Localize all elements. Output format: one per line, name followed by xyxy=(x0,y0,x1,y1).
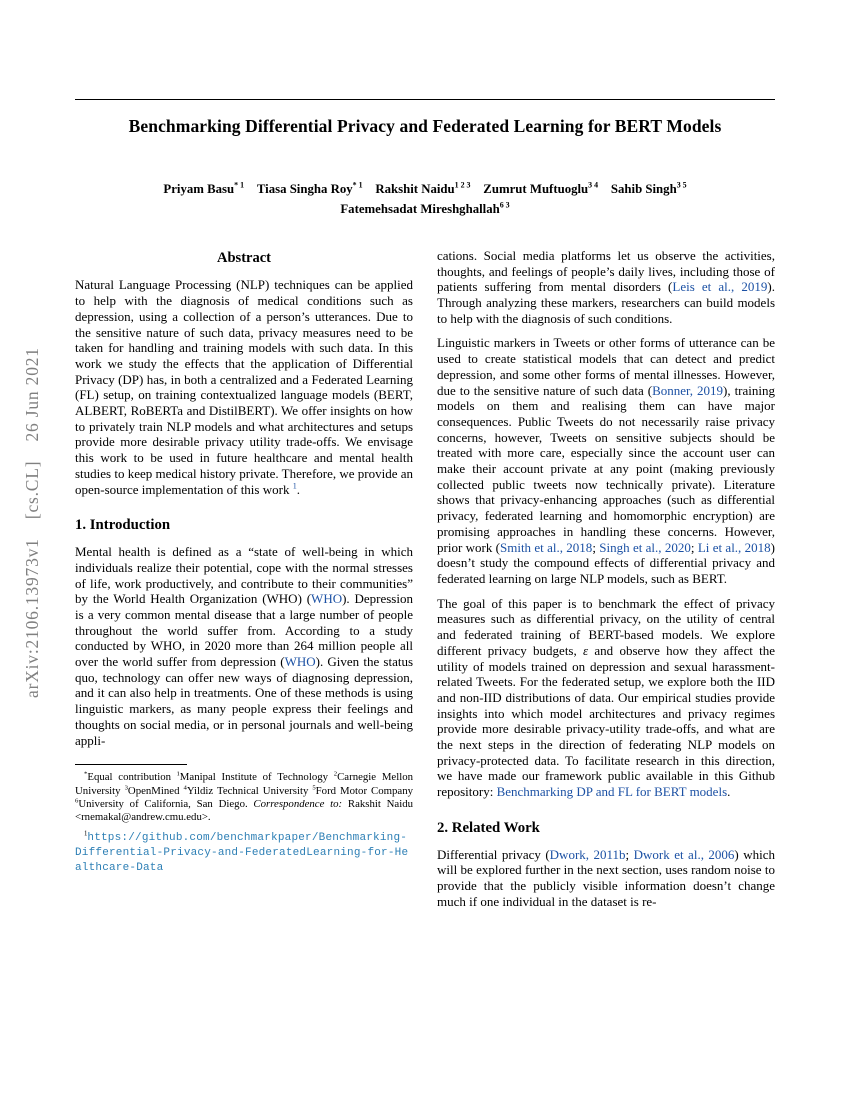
affiliations-footnote xyxy=(75,771,413,825)
authors-line-1 xyxy=(75,179,775,199)
section-heading-related-work: 2. Related Work xyxy=(437,819,540,836)
text-segment xyxy=(598,182,611,196)
related-work-paragraph xyxy=(437,847,775,910)
text-segment: . xyxy=(296,481,300,497)
footnote-ref-1[interactable]: 1 xyxy=(292,481,297,491)
right-column xyxy=(437,246,775,919)
text-segment: ) which will be explored further in the next section, uses random noise to provide that the publicly visible information doesn’t change much if one individual in the dataset is re- xyxy=(437,846,775,909)
text-segment: Differential privacy ( xyxy=(437,846,550,862)
text-segment: Carnegie Mellon University xyxy=(75,771,414,797)
text-segment: * 1 xyxy=(234,180,245,190)
author-block xyxy=(75,179,775,220)
text-segment: Rakshit Naidu <rnemakal@andrew.cmu.edu>. xyxy=(75,798,414,824)
text-segment: ; xyxy=(592,539,600,555)
text-segment: Sahib Singh xyxy=(610,182,677,196)
text-segment: 6 3 xyxy=(499,201,510,211)
footnote-rule xyxy=(75,764,187,765)
text-segment: The goal of this paper is to benchmark the effect of privacy measures such as differential privacy, on the utility of central and federated training of BERT-based models. We explore different privacy budgets, xyxy=(437,595,775,658)
abstract-heading: Abstract xyxy=(217,249,271,266)
text-segment: University of California, San Diego. xyxy=(78,798,254,811)
text-segment: ; xyxy=(690,539,698,555)
text-segment: ). Given the status quo, technology can offer new ways of diagnosing depression, and it can also help in treatments. One of these methods is using linguistic markers, as many people express their feelings and thoughts on social media, or in personal journals and well-being appli- xyxy=(75,654,414,748)
text-segment: Linguistic markers in Tweets or other forms of utterance can be used to create statistical models that can detect and predict depression, and some other forms of mental illnesses. However, due to the sensitive nature of such data ( xyxy=(437,335,775,398)
body-paragraph-1 xyxy=(437,248,775,327)
text-segment: 1 2 3 xyxy=(454,180,471,190)
repository-link[interactable]: Benchmarking DP and FL for BERT models xyxy=(496,784,728,800)
text-segment: . xyxy=(727,784,731,800)
body-paragraph-2 xyxy=(437,335,775,586)
text-segment: ). Depression is a very common mental disease that a large number of people throughout the world suffer from. According to a study conducted by WHO, in 2020 more than 264 million people all over the world suffer from depression ( xyxy=(75,591,413,670)
text-segment: Ford Motor Company xyxy=(315,784,413,797)
citation-link-who[interactable]: WHO xyxy=(284,654,316,670)
citation-link-smith-2018[interactable]: Smith et al., 2018 xyxy=(499,539,593,555)
text-segment: 4 xyxy=(183,784,187,792)
citation-link-dwork-2006[interactable]: Dwork et al., 2006 xyxy=(633,846,735,862)
citation-link-who[interactable]: WHO xyxy=(311,591,343,607)
citation-link-bonner-2019[interactable]: Bonner, 2019 xyxy=(652,382,724,398)
text-segment: 5 xyxy=(312,784,316,792)
text-segment: 1 xyxy=(176,770,180,778)
text-segment: Priyam Basu xyxy=(163,182,235,196)
text-segment: 1 xyxy=(84,830,88,838)
text-segment xyxy=(363,182,376,196)
text-segment: Natural Language Processing (NLP) techniques can be applied to help with the diagnosis of medical conditions such as depression, using a collection of a person’s utterances. Due to the sensitive nature of such data, privacy measures need to be taken for handling and training models with such data. In this work we study the effects that the application of Differential Privacy (DP) has, in both a centralized and a Federated Learning (FL) setup, on training contextualized language models (BERT, ALBERT, RoBERTa and DistilBERT). We offer insights on how to privately train NLP models and what architectures and setups provide more desirable privacy utility trade-offs. We envisage this work to be used in future healthcare and mental health studies to keep medical history private. Therefore, we provide an open-source implementation of this work xyxy=(75,277,414,497)
text-segment: Manipal Institute of Technology xyxy=(179,771,334,784)
arxiv-watermark: arXiv:2106.13973v1 [cs.CL] 26 Jun 2021 xyxy=(22,347,42,698)
text-segment: Rakshit Naidu xyxy=(375,182,455,196)
text-segment: 2 xyxy=(333,770,338,778)
citation-link-leis-2019[interactable]: Leis et al., 2019 xyxy=(672,279,768,295)
text-segment: * 1 xyxy=(352,180,363,190)
text-segment: 3 xyxy=(124,784,128,792)
top-rule-divider xyxy=(75,99,775,100)
text-segment: ; xyxy=(625,846,634,862)
text-segment: * xyxy=(84,770,88,778)
two-column-body xyxy=(75,246,775,919)
authors-line-2 xyxy=(75,199,775,219)
code-url-footnote xyxy=(75,830,413,876)
text-segment: Correspondence to: xyxy=(253,798,348,811)
text-segment: cations. Social media platforms let us observe the activities, thoughts, and feelings of people’s daily lives, including those of patients suffering from mental disorders ( xyxy=(437,247,775,295)
text-segment: 3 5 xyxy=(676,180,687,190)
citation-link-dwork-2011b[interactable]: Dwork, 2011b xyxy=(549,846,626,862)
citation-link-singh-2020[interactable]: Singh et al., 2020 xyxy=(599,539,691,555)
text-segment: ε xyxy=(583,642,589,658)
text-segment xyxy=(471,182,484,196)
text-segment xyxy=(244,182,257,196)
text-segment: 6 xyxy=(75,797,79,805)
text-segment: Mental health is defined as a “state of well-being in which individuals realize their potential, cope with the normal stresses of life, work productively, and contribute to their communities” by the World Health Organization (WHO) ( xyxy=(75,544,413,607)
text-segment: Equal contribution xyxy=(87,771,177,784)
text-segment: OpenMined xyxy=(127,784,184,797)
text-segment: and observe how they affect the utility of models trained on depression and sexual harassment-related Tweets. For the federated setup, we explore both the IID and non-IID distributions of data. Our empirical studies provide insights into which model architectures and privacy regimes provide more desirable privacy-utility trade-offs, and what are the next steps in the direction of federating NLP models on privacy-protected data. To facilitate research in this direction, we have made our framework public available in this Github repository: xyxy=(437,642,775,800)
text-segment: ). Through analyzing these markers, researchers can build models to help with the diagnosis of such conditions. xyxy=(437,279,775,326)
paper-title: Benchmarking Differential Privacy and Federated Learning for BERT Models xyxy=(128,116,722,136)
github-url-link[interactable]: https://github.com/benchmarkpaper/Benchmarking-Differential-Privacy-and-FederatedLearning-for-Healthcare-Data xyxy=(75,831,409,875)
page-content xyxy=(0,99,850,919)
citation-link-li-2018[interactable]: Li et al., 2018 xyxy=(697,539,771,555)
text-segment: 3 4 xyxy=(588,180,599,190)
introduction-paragraph xyxy=(75,544,413,748)
text-segment: Yildiz Technical University xyxy=(186,784,313,797)
left-column xyxy=(75,246,413,881)
body-paragraph-3 xyxy=(437,596,775,800)
section-heading-introduction: 1. Introduction xyxy=(75,517,171,534)
text-segment: Tiasa Singha Roy xyxy=(256,182,353,196)
text-segment: Fatemehsadat Mireshghallah xyxy=(340,202,500,217)
text-segment: Zumrut Muftuoglu xyxy=(483,182,589,196)
text-segment: ) doesn’t study the compound effects of differential privacy and federated learning on large NLP models, such as BERT. xyxy=(437,539,775,586)
abstract-text xyxy=(75,277,413,497)
text-segment: ), training models on them and realising them can have major consequences. Public Tweets do not necessarily raise privacy concerns, however, Tweets on sensitive subjects should be treated with more care, especially since the account user can make their account private at any point (making previously collected public tweets now technically private). Literature shows that privacy-enhancing approaches (such as differential privacy, federated learning and homomorphic encryption) are promising approaches in handling these concerns. However, prior work ( xyxy=(437,382,776,555)
